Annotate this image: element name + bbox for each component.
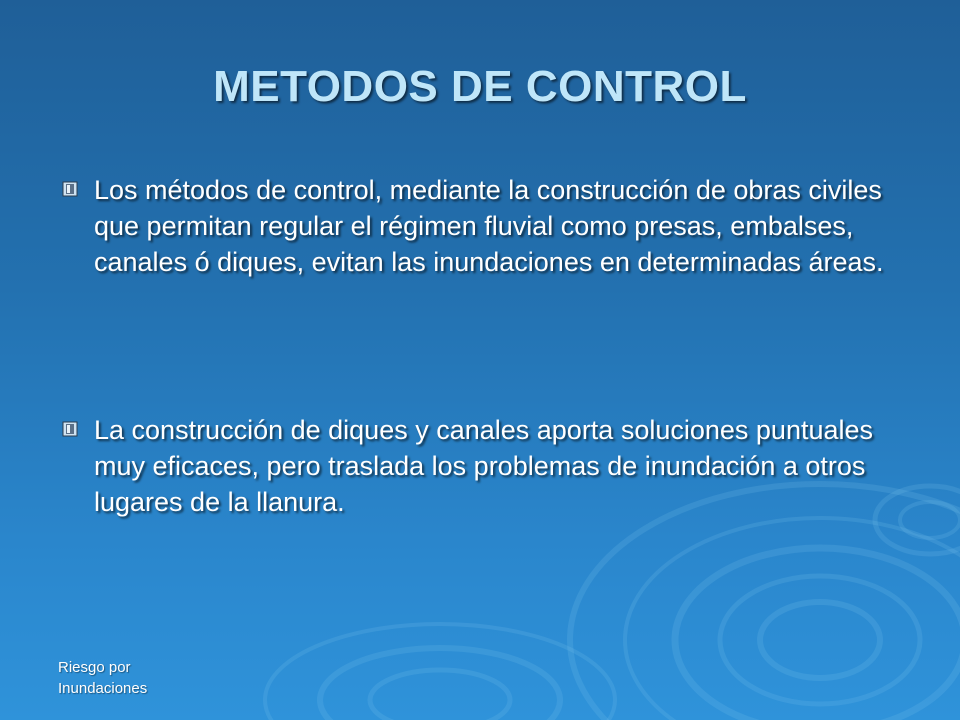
footer-line-2: Inundaciones [58, 680, 148, 697]
bullet-item [62, 172, 902, 280]
bullet-item [62, 412, 902, 520]
bullet-square-icon [62, 181, 78, 197]
slide-footer [58, 657, 147, 699]
footer-line-1: Riesgo por [58, 659, 131, 676]
bullet-square-icon [62, 421, 78, 437]
bullet-list [62, 172, 902, 520]
slide-title: METODOS DE CONTROL [213, 62, 747, 111]
bullet-text: Los métodos de control, mediante la construcción de obras civiles que permitan regular el régimen fluvial como presas, embalses, canales ó diques, evitan las inundaciones en determinadas áreas. [94, 175, 884, 277]
bullet-text: La construcción de diques y canales aporta soluciones puntuales muy eficaces, pero traslada los problemas de inundación a otros lugares de la llanura. [94, 415, 874, 517]
